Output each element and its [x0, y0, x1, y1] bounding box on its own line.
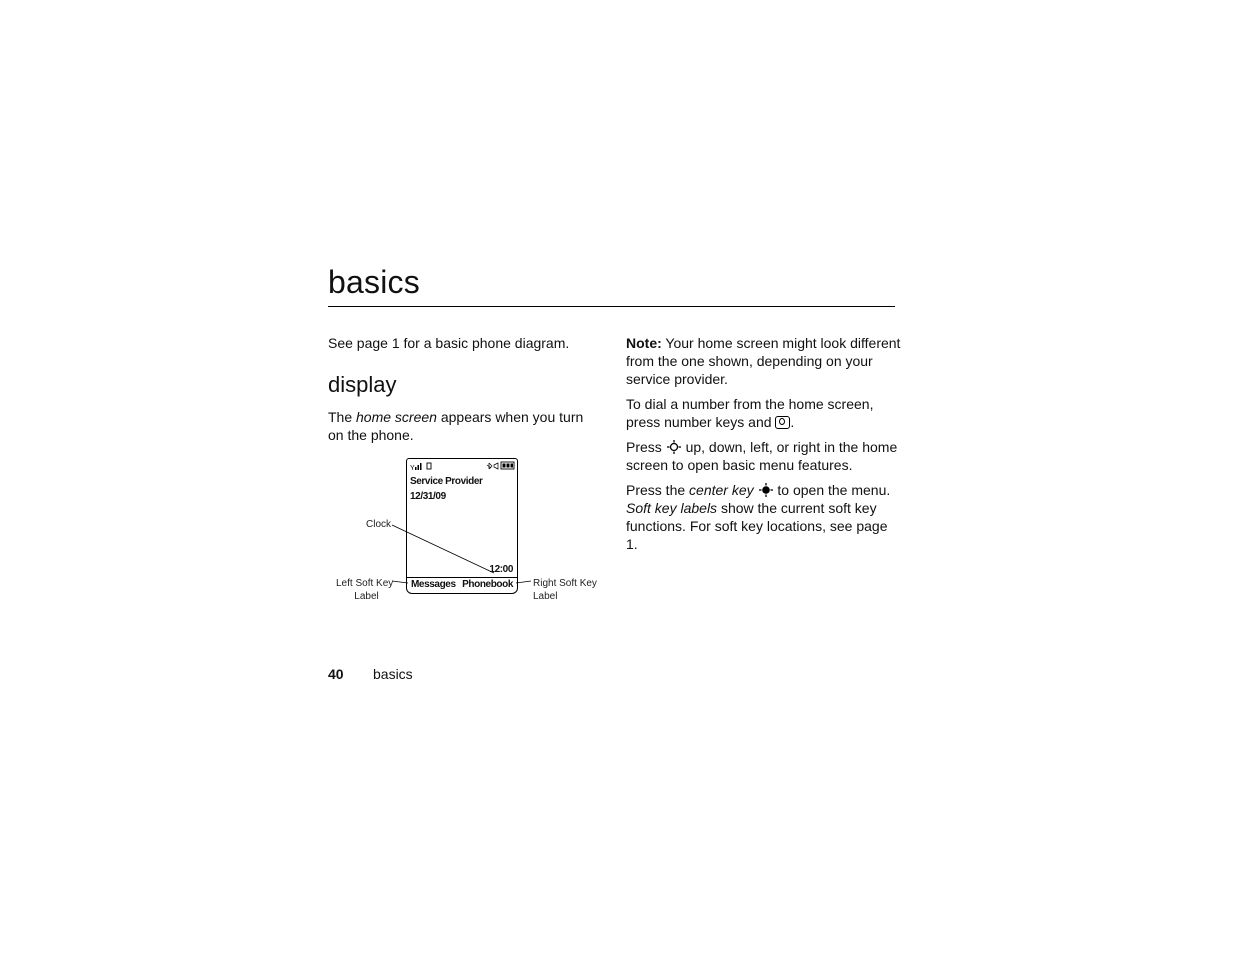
home-screen-paragraph: [328, 408, 598, 444]
callout-line: Right Soft Key: [533, 578, 597, 589]
text: appears when you turn on the phone.: [328, 409, 584, 443]
ringer-icon: [494, 463, 498, 469]
right-soft-key-label: Phonebook: [462, 579, 513, 590]
text: show the current soft key functions. For soft key locations, see page 1.: [626, 500, 888, 552]
term-soft-key-labels: Soft key labels: [626, 500, 718, 516]
phone-display-diagram: [406, 458, 518, 594]
nav-paragraph: [626, 438, 901, 474]
section-heading-display: display: [328, 372, 397, 397]
clock-text: 12:00: [489, 564, 513, 575]
left-soft-key-label: Messages: [411, 579, 456, 590]
intro-paragraph: See page 1 for a basic phone diagram.: [328, 335, 570, 351]
title-rule: [328, 306, 895, 307]
footer-section-name: basics: [373, 666, 413, 682]
callout-line: Label: [354, 591, 379, 602]
term-center-key: center key: [689, 482, 754, 498]
callout-left-soft-key: [336, 577, 394, 603]
center-key-paragraph: [626, 481, 901, 553]
callout-line: Label: [533, 591, 558, 602]
callout-right-soft-key: [533, 577, 597, 603]
text: up, down, left, or right in the home screen to open basic menu features.: [626, 439, 898, 473]
battery-icon: [501, 462, 514, 469]
term-home-screen: home screen: [356, 409, 437, 425]
bluetooth-icon: [487, 463, 492, 469]
status-bar-icons: [410, 461, 516, 473]
text: To dial a number from the home screen, press number keys and: [626, 396, 874, 430]
page-number: 40: [328, 666, 344, 682]
right-column: [626, 334, 901, 560]
signal-icon: [410, 463, 422, 472]
text: Press: [626, 439, 666, 455]
text: .: [790, 414, 795, 430]
callout-clock: Clock: [366, 519, 392, 530]
navigation-key-icon: [666, 439, 682, 455]
text: Press the: [626, 482, 690, 498]
soft-key-bar: [407, 577, 517, 593]
center-key-icon: [758, 482, 774, 498]
service-provider-text: Service Provider: [410, 476, 483, 487]
callout-line: Left Soft Key: [336, 578, 394, 589]
message-icon: [427, 463, 431, 469]
note-label: Note:: [626, 335, 662, 351]
svg-text:Y: Y: [410, 465, 415, 472]
dial-paragraph: [626, 395, 901, 431]
send-key-icon: [775, 416, 790, 429]
date-text: 12/31/09: [410, 491, 446, 502]
text: The: [328, 409, 357, 425]
text: Your home screen might look different from the one shown, depending on your service provider.: [626, 335, 901, 387]
text: to open the menu.: [773, 482, 891, 498]
note-paragraph: [626, 334, 901, 388]
page-title: basics: [328, 264, 420, 300]
